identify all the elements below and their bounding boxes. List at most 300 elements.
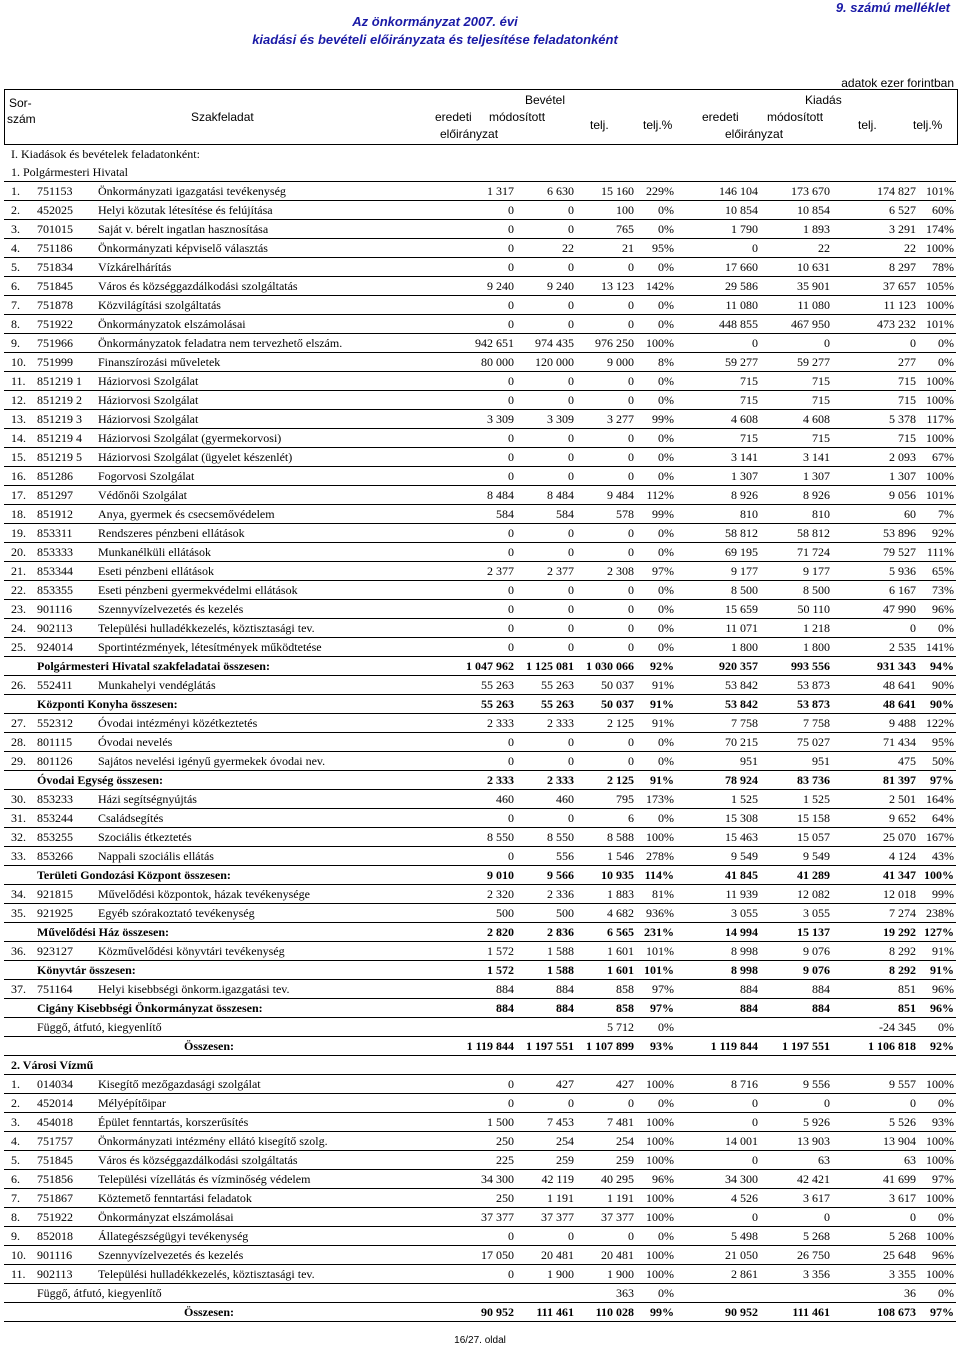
cell-value: 1 572 <box>487 963 514 977</box>
cell-value: 0 <box>824 1210 830 1224</box>
row-code: 851912 <box>37 507 73 521</box>
row-code: 751867 <box>37 1191 73 1205</box>
cell-value: 0% <box>938 355 954 369</box>
cell-value: 1 119 844 <box>710 1039 758 1053</box>
cell-value: 254 <box>616 1134 634 1148</box>
cell-value: 167% <box>926 830 954 844</box>
cell-value: 0 <box>568 640 574 654</box>
cell-value: 0% <box>658 393 674 407</box>
cell-value: 60 <box>904 507 916 521</box>
row-code: 853344 <box>37 564 73 578</box>
cell-value: 93% <box>932 1115 954 1129</box>
table-row <box>4 999 956 1018</box>
cell-value: 1 191 <box>547 1191 574 1205</box>
row-name: Függő, átfutó, kiegyenlítő <box>37 1020 162 1034</box>
cell-value: 1 106 818 <box>868 1039 916 1053</box>
cell-value: 2 861 <box>731 1267 758 1281</box>
cell-value: 0 <box>568 431 574 445</box>
cell-value: 0 <box>628 260 634 274</box>
row-name: Munkahelyi vendéglátás <box>98 678 216 692</box>
cell-value: 0 <box>508 203 514 217</box>
cell-value: 715 <box>740 374 758 388</box>
cell-value: 0% <box>658 203 674 217</box>
cell-value: 9 549 <box>731 849 758 863</box>
cell-value: 92% <box>930 1039 954 1053</box>
cell-value: 53 842 <box>725 697 758 711</box>
cell-value: 0 <box>824 336 830 350</box>
cell-value: 0 <box>628 526 634 540</box>
cell-value: 715 <box>898 393 916 407</box>
col-bevetel: Bevétel <box>525 93 566 107</box>
subtotal-label: Polgármesteri Hivatal szakfeladatai összesen: <box>37 659 270 673</box>
cell-value: 9 010 <box>487 868 514 882</box>
row-code: 751999 <box>37 355 73 369</box>
row-number: 24. <box>11 621 26 635</box>
cell-value: 97% <box>930 773 954 787</box>
row-code: 751834 <box>37 260 73 274</box>
cell-value: 448 855 <box>719 317 758 331</box>
table-row <box>4 1303 956 1322</box>
cell-value: 22 <box>818 241 830 255</box>
cell-value: 851 <box>898 1001 916 1015</box>
cell-value: 14 994 <box>725 925 758 939</box>
col-bev-teljpct: telj.% <box>643 118 673 132</box>
cell-value: 5 526 <box>889 1115 916 1129</box>
row-code: 751878 <box>37 298 73 312</box>
cell-value: 363 <box>616 1286 634 1300</box>
cell-value: 0% <box>658 1229 674 1243</box>
col-bev-modositott: módosított <box>489 110 546 124</box>
cell-value: 259 <box>616 1153 634 1167</box>
cell-value: 8 292 <box>889 944 916 958</box>
cell-value: 2 501 <box>889 792 916 806</box>
row-number: 25. <box>11 640 26 654</box>
cell-value: 0 <box>508 621 514 635</box>
subtotal-label: Könyvtár összesen: <box>37 963 136 977</box>
row-name: Helyi kisebbségi önkorm.igazgatási tev. <box>98 982 290 996</box>
cell-value: 0% <box>938 1020 954 1034</box>
cell-value: 9 556 <box>803 1077 830 1091</box>
cell-value: 13 123 <box>601 279 634 293</box>
cell-value: 1 047 962 <box>466 659 514 673</box>
cell-value: 976 250 <box>595 336 634 350</box>
col-bev-telj: telj. <box>590 118 609 132</box>
cell-value: 5 936 <box>889 564 916 578</box>
cell-value: 9 549 <box>803 849 830 863</box>
cell-value: 100% <box>924 868 954 882</box>
row-number: 26. <box>11 678 26 692</box>
cell-value: 97% <box>650 1001 674 1015</box>
cell-value: 100% <box>646 1248 674 1262</box>
row-name: Önkormányzati képviselő választás <box>98 241 268 255</box>
cell-value: 43% <box>932 849 954 863</box>
col-bev-eloiranyzat: előirányzat <box>440 127 499 141</box>
cell-value: 0 <box>752 1210 758 1224</box>
cell-value: 15 308 <box>725 811 758 825</box>
cell-value: 250 <box>496 1134 514 1148</box>
cell-value: 11 123 <box>883 298 916 312</box>
cell-value: 95% <box>932 735 954 749</box>
table-row <box>4 942 956 961</box>
table-row <box>4 486 956 505</box>
row-code: 851297 <box>37 488 73 502</box>
row-code: 853333 <box>37 545 73 559</box>
cell-value: 3 356 <box>803 1267 830 1281</box>
row-name: Háziorvosi Szolgálat <box>98 412 199 426</box>
cell-value: 1 307 <box>889 469 916 483</box>
cell-value: 11 939 <box>725 887 758 901</box>
row-code: 852018 <box>37 1229 73 1243</box>
cell-value: 8 998 <box>731 944 758 958</box>
cell-value: 884 <box>812 982 830 996</box>
cell-value: 1 307 <box>731 469 758 483</box>
cell-value: 63 <box>818 1153 830 1167</box>
cell-value: 5 378 <box>889 412 916 426</box>
cell-value: 15 463 <box>725 830 758 844</box>
row-name: Művelődési központok, házak tevékenysége <box>98 887 310 901</box>
cell-value: 99% <box>652 507 674 521</box>
table-row <box>4 1284 956 1303</box>
row-number: 4. <box>11 1134 20 1148</box>
cell-value: 0 <box>910 1210 916 1224</box>
table-row <box>4 752 956 771</box>
row-name: Mélyépítőipar <box>98 1096 166 1110</box>
row-code: 751845 <box>37 1153 73 1167</box>
cell-value: 2 320 <box>487 887 514 901</box>
cell-value: 8 484 <box>547 488 574 502</box>
row-name: Saját v. bérelt ingatlan hasznosítása <box>98 222 269 236</box>
row-code: 921925 <box>37 906 73 920</box>
cell-value: 96% <box>932 982 954 996</box>
row-name: Önkormányzatok feladatra nem tervezhető elszám. <box>98 336 343 350</box>
row-code: 853244 <box>37 811 73 825</box>
cell-value: 0 <box>628 621 634 635</box>
cell-value: 0% <box>658 583 674 597</box>
row-number: 36. <box>11 944 26 958</box>
cell-value: 13 903 <box>797 1134 830 1148</box>
cell-value: 8 500 <box>731 583 758 597</box>
cell-value: 9 652 <box>889 811 916 825</box>
cell-value: 9 488 <box>889 716 916 730</box>
cell-value: 15 137 <box>797 925 830 939</box>
cell-value: 884 <box>812 1001 830 1015</box>
cell-value: 993 556 <box>791 659 830 673</box>
cell-value: 78% <box>932 260 954 274</box>
row-name: Önkormányzatok elszámolásai <box>98 317 246 331</box>
cell-value: 7% <box>938 507 954 521</box>
table-row <box>4 657 956 676</box>
cell-value: 254 <box>556 1134 574 1148</box>
cell-value: 0% <box>658 526 674 540</box>
col-kiad-eloiranyzat: előirányzat <box>725 127 784 141</box>
cell-value: 63 <box>904 1153 916 1167</box>
cell-value: 500 <box>496 906 514 920</box>
cell-value: 41 289 <box>797 868 830 882</box>
cell-value: 111% <box>926 545 954 559</box>
row-number: 35. <box>11 906 26 920</box>
table-row <box>4 866 956 885</box>
table-header <box>4 89 958 145</box>
row-code: 452025 <box>37 203 73 217</box>
cell-value: 1 893 <box>803 222 830 236</box>
row-code: 701015 <box>37 222 73 236</box>
cell-value: 795 <box>616 792 634 806</box>
cell-value: 0 <box>508 469 514 483</box>
row-code: 853355 <box>37 583 73 597</box>
cell-value: 884 <box>556 982 574 996</box>
cell-value: 5 268 <box>889 1229 916 1243</box>
cell-value: 0% <box>658 317 674 331</box>
row-code: 014034 <box>37 1077 73 1091</box>
cell-value: 0 <box>568 735 574 749</box>
cell-value: 0% <box>658 545 674 559</box>
cell-value: 101% <box>926 184 954 198</box>
cell-value: 0% <box>658 298 674 312</box>
cell-value: 0% <box>658 1286 674 1300</box>
row-name: Szennyvízelvezetés és kezelés <box>98 602 244 616</box>
cell-value: 884 <box>496 1001 514 1015</box>
cell-value: 100% <box>646 336 674 350</box>
table-row <box>4 771 956 790</box>
cell-value: 936% <box>646 906 674 920</box>
row-name: Háziorvosi Szolgálat <box>98 393 199 407</box>
row-number: 3. <box>11 1115 20 1129</box>
cell-value: 53 842 <box>725 678 758 692</box>
table-row <box>4 1189 956 1208</box>
row-code: 751757 <box>37 1134 73 1148</box>
cell-value: 10 935 <box>601 868 634 882</box>
cell-value: 2 836 <box>547 925 574 939</box>
cell-value: 427 <box>556 1077 574 1091</box>
cell-value: 97% <box>932 1172 954 1186</box>
cell-value: 1 030 066 <box>586 659 634 673</box>
cell-value: 715 <box>812 393 830 407</box>
cell-value: 4 526 <box>731 1191 758 1205</box>
cell-value: 1 601 <box>607 944 634 958</box>
row-code: 751164 <box>37 982 73 996</box>
cell-value: 122% <box>926 716 954 730</box>
cell-value: 8 297 <box>889 260 916 274</box>
table-row <box>4 1075 956 1094</box>
table-row <box>4 1113 956 1132</box>
row-name: Települési hulladékkezelés, köztisztasági tev. <box>98 1267 315 1281</box>
cell-value: 34 300 <box>725 1172 758 1186</box>
row-number: 7. <box>11 298 20 312</box>
cell-value: 3 277 <box>607 412 634 426</box>
cell-value: 8 716 <box>731 1077 758 1091</box>
table-row <box>4 239 956 258</box>
cell-value: 0 <box>628 374 634 388</box>
cell-value: 0% <box>658 754 674 768</box>
table-row <box>4 733 956 752</box>
cell-value: 1 500 <box>487 1115 514 1129</box>
cell-value: 7 758 <box>803 716 830 730</box>
cell-value: 238% <box>926 906 954 920</box>
table-row <box>4 220 956 239</box>
cell-value: 25 648 <box>883 1248 916 1262</box>
cell-value: 0 <box>752 336 758 350</box>
row-number: 20. <box>11 545 26 559</box>
total-label: Összesen: <box>184 1039 234 1053</box>
section-heading: 1. Polgármesteri Hivatal <box>11 165 128 179</box>
cell-value: 0 <box>508 431 514 445</box>
cell-value: 0 <box>508 393 514 407</box>
cell-value: 127% <box>924 925 954 939</box>
cell-value: 96% <box>932 1248 954 1262</box>
cell-value: 142% <box>646 279 674 293</box>
row-name: Kisegítő mezőgazdasági szolgálat <box>98 1077 261 1091</box>
cell-value: 101% <box>926 488 954 502</box>
row-name: Óvodai nevelés <box>98 735 173 749</box>
cell-value: 231% <box>644 925 674 939</box>
cell-value: 0 <box>568 602 574 616</box>
cell-value: 0% <box>658 621 674 635</box>
table-row <box>4 505 956 524</box>
row-name: Város és községgazdálkodási szolgáltatás <box>98 1153 298 1167</box>
row-name: Sajátos nevelési igényű gyermekek óvodai nev. <box>98 754 326 768</box>
cell-value: 1 588 <box>547 944 574 958</box>
row-code: 552411 <box>37 678 73 692</box>
row-number: 10. <box>11 355 26 369</box>
row-name: Családsegítés <box>98 811 164 825</box>
row-name: Vízkárelhárítás <box>98 260 172 274</box>
cell-value: 0 <box>752 1153 758 1167</box>
row-name: Önkormányzati intézmény ellátó kisegítő szolg. <box>98 1134 328 1148</box>
row-name: Épület fenntartás, korszerűsítés <box>98 1115 249 1129</box>
cell-value: 6 527 <box>889 203 916 217</box>
cell-value: 35 901 <box>797 279 830 293</box>
cell-value: 99% <box>652 412 674 426</box>
cell-value: 53 873 <box>797 697 830 711</box>
cell-value: 0 <box>568 621 574 635</box>
cell-value: 48 641 <box>883 697 916 711</box>
cell-value: 47 990 <box>883 602 916 616</box>
row-name: Óvodai intézményi közétkeztetés <box>98 716 258 730</box>
row-code: 851219 3 <box>37 412 82 426</box>
cell-value: 584 <box>496 507 514 521</box>
row-code: 902113 <box>37 1267 73 1281</box>
cell-value: 174% <box>926 222 954 236</box>
cell-value: 97% <box>652 564 674 578</box>
cell-value: 0 <box>508 374 514 388</box>
row-number: 34. <box>11 887 26 901</box>
cell-value: 5 268 <box>803 1229 830 1243</box>
cell-value: 117% <box>926 412 954 426</box>
row-number: 2. <box>11 203 20 217</box>
row-code: 853311 <box>37 526 73 540</box>
cell-value: 8 998 <box>731 963 758 977</box>
row-name: Eseti pénzbeni gyermekvédelmi ellátások <box>98 583 298 597</box>
cell-value: 58 812 <box>797 526 830 540</box>
cell-value: 9 484 <box>607 488 634 502</box>
subtotal-label: Művelődési Ház összesen: <box>37 925 169 939</box>
cell-value: 79 527 <box>883 545 916 559</box>
cell-value: 1 883 <box>607 887 634 901</box>
cell-value: 94% <box>930 659 954 673</box>
row-name: Eseti pénzbeni ellátások <box>98 564 214 578</box>
table-row <box>4 581 956 600</box>
cell-value: 2 125 <box>607 773 634 787</box>
cell-value: 467 950 <box>791 317 830 331</box>
cell-value: 146 104 <box>719 184 758 198</box>
cell-value: 11 080 <box>725 298 758 312</box>
cell-value: 0 <box>568 393 574 407</box>
cell-value: 100% <box>926 1153 954 1167</box>
cell-value: 229% <box>646 184 674 198</box>
cell-value: 92% <box>650 659 674 673</box>
subtotal-label: Központi Konyha összesen: <box>37 697 178 711</box>
cell-value: 59 277 <box>797 355 830 369</box>
cell-value: 500 <box>556 906 574 920</box>
cell-value: 5 498 <box>731 1229 758 1243</box>
cell-value: 64% <box>932 811 954 825</box>
row-number: 15. <box>11 450 26 464</box>
table-row <box>4 353 956 372</box>
cell-value: 0 <box>568 1229 574 1243</box>
table-row <box>4 1018 956 1037</box>
row-number: 29. <box>11 754 26 768</box>
cell-value: 53 896 <box>883 526 916 540</box>
cell-value: 100% <box>926 374 954 388</box>
cell-value: 100% <box>646 830 674 844</box>
cell-value: 1 125 081 <box>526 659 574 673</box>
cell-value: 1 218 <box>803 621 830 635</box>
cell-value: 110 028 <box>595 1305 634 1319</box>
row-code: 751856 <box>37 1172 73 1186</box>
cell-value: 15 158 <box>797 811 830 825</box>
row-number: 1. <box>11 1077 20 1091</box>
cell-value: 250 <box>496 1191 514 1205</box>
cell-value: 50 037 <box>601 697 634 711</box>
report-title-line2: kiadási és bevételi előirányzata és teljesítése feladatonként <box>252 32 618 47</box>
cell-value: 0 <box>568 260 574 274</box>
cell-value: 0 <box>508 317 514 331</box>
cell-value: 99% <box>932 887 954 901</box>
table-row <box>4 258 956 277</box>
cell-value: 0 <box>568 374 574 388</box>
cell-value: 942 651 <box>475 336 514 350</box>
cell-value: 584 <box>556 507 574 521</box>
cell-value: 931 343 <box>877 659 916 673</box>
cell-value: 50% <box>932 754 954 768</box>
cell-value: 9 000 <box>607 355 634 369</box>
cell-value: 60% <box>932 203 954 217</box>
cell-value: 8 926 <box>803 488 830 502</box>
table-row <box>4 448 956 467</box>
cell-value: 3 141 <box>731 450 758 464</box>
cell-value: 6 167 <box>889 583 916 597</box>
cell-value: 114% <box>644 868 674 882</box>
cell-value: 277 <box>898 355 916 369</box>
cell-value: 173 670 <box>791 184 830 198</box>
cell-value: 2 333 <box>487 773 514 787</box>
cell-value: 91% <box>932 944 954 958</box>
table-row <box>4 904 956 923</box>
cell-value: 0 <box>628 298 634 312</box>
cell-value: 100% <box>646 1267 674 1281</box>
cell-value: 20 481 <box>601 1248 634 1262</box>
cell-value: 884 <box>740 1001 758 1015</box>
cell-value: 1 317 <box>487 184 514 198</box>
row-code: 853233 <box>37 792 73 806</box>
cell-value: 473 232 <box>877 317 916 331</box>
cell-value: 25 070 <box>883 830 916 844</box>
cell-value: 13 904 <box>883 1134 916 1148</box>
cell-value: 0 <box>752 1115 758 1129</box>
cell-value: 55 263 <box>541 697 574 711</box>
cell-value: 36 <box>904 1286 916 1300</box>
cell-value: 112% <box>646 488 674 502</box>
